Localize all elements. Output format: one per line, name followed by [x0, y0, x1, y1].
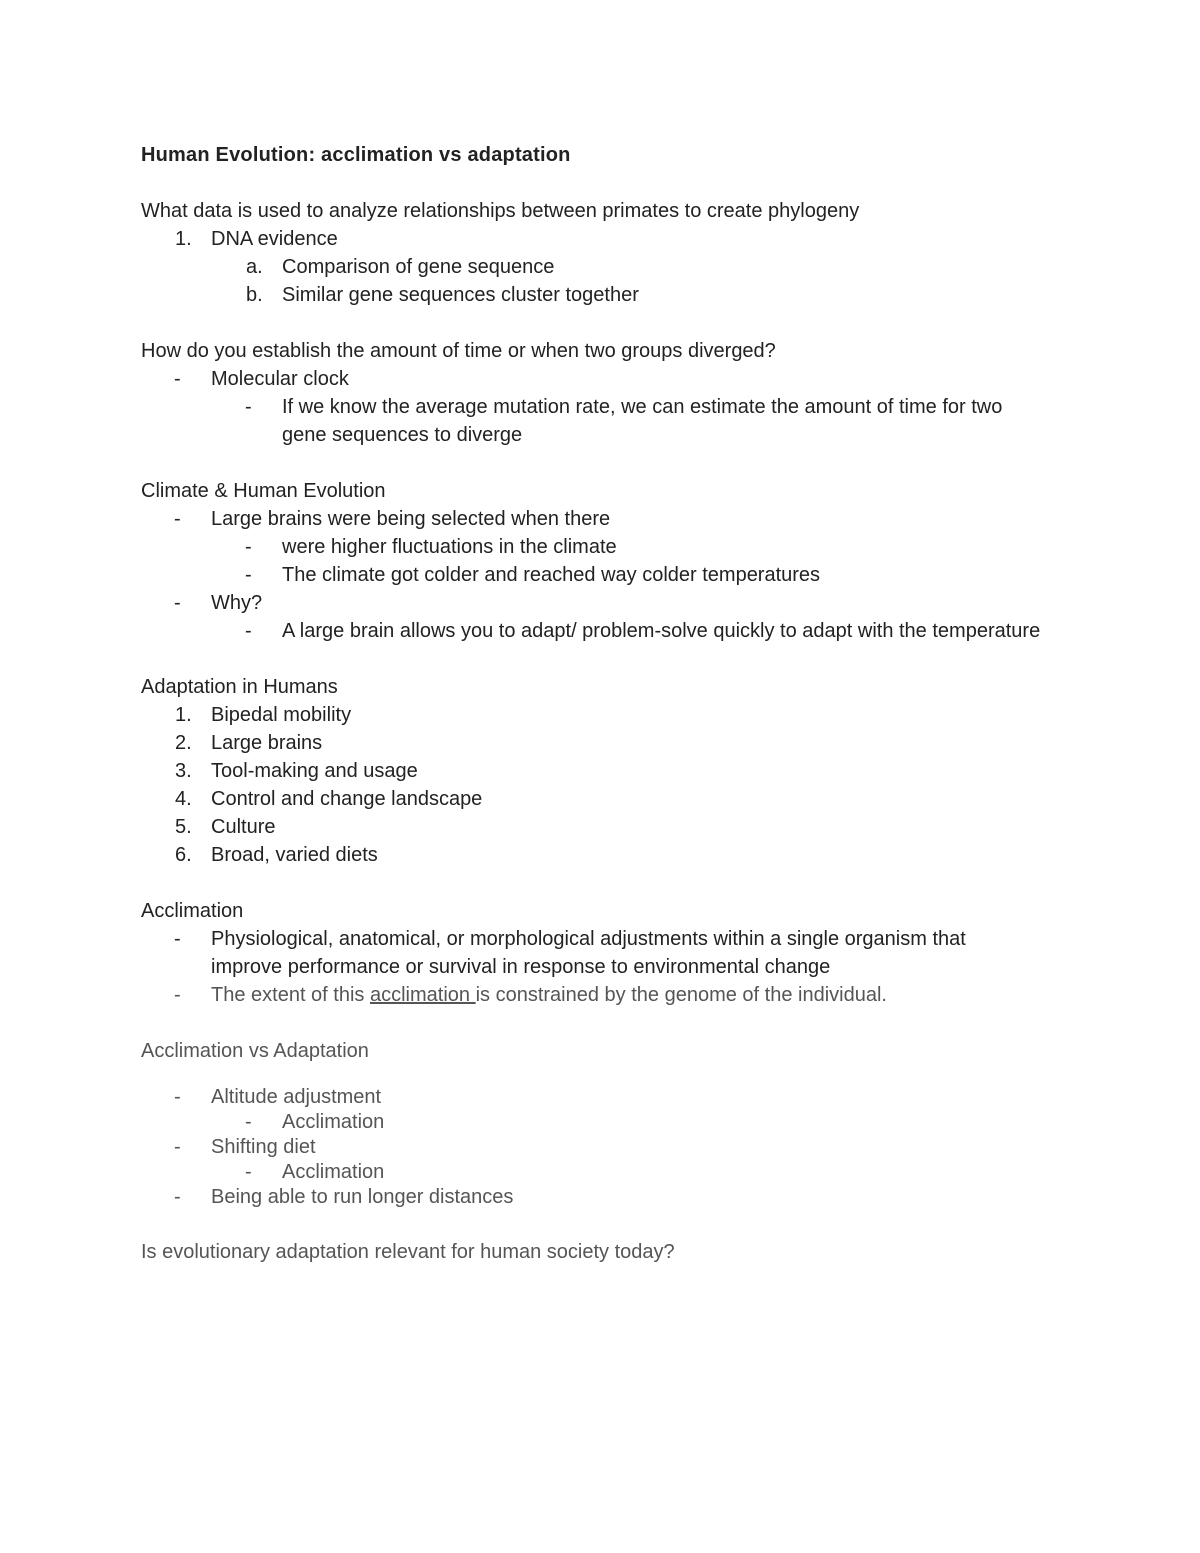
list-item: [141, 533, 1041, 561]
list-item: [141, 785, 1041, 813]
list-item-text: Similar gene sequences cluster together: [282, 284, 639, 306]
list-item-text: Being able to run longer distances: [211, 1186, 514, 1208]
list-item-text: The extent of this acclimation is constrained by the genome of the individual.: [211, 984, 887, 1006]
list-marker: 5.: [175, 816, 192, 838]
list-item: [141, 925, 1041, 981]
list-marker: -: [174, 368, 181, 390]
section-heading: What data is used to analyze relationships between primates to create phylogeny: [141, 200, 860, 222]
list-item: [141, 281, 1041, 309]
list-item: [141, 981, 1041, 1009]
list-item-text: The climate got colder and reached way colder temperatures: [282, 564, 821, 586]
list-marker: -: [174, 1136, 181, 1158]
list-item: [141, 1085, 1041, 1110]
list-marker: -: [245, 536, 252, 558]
list-marker: 1.: [175, 228, 192, 250]
list-item: [141, 505, 1041, 533]
list-item-text: Altitude adjustment: [211, 1086, 382, 1108]
list-item-text: were higher fluctuations in the climate: [282, 536, 617, 558]
list-marker: -: [245, 1111, 252, 1133]
list-item: [141, 617, 1041, 645]
list-item: [141, 1110, 1041, 1135]
list-item: [141, 365, 1041, 393]
list-item: [141, 1135, 1041, 1160]
list-marker: -: [174, 928, 181, 950]
list-item: [141, 589, 1041, 617]
document-title: Human Evolution: acclimation vs adaptation: [141, 144, 571, 166]
list-item: [141, 1160, 1041, 1185]
list-marker: 2.: [175, 732, 192, 754]
section-heading: Adaptation in Humans: [141, 676, 338, 698]
list-item: [141, 393, 1041, 449]
list-item-text: If we know the average mutation rate, we can estimate the amount of time for two gene sequences to diverge: [282, 396, 1003, 446]
list-item: [141, 701, 1041, 729]
list-item-text: Molecular clock: [211, 368, 349, 390]
list-item-text: Broad, varied diets: [211, 844, 378, 866]
list-marker: a.: [246, 256, 263, 278]
list-marker: 3.: [175, 760, 192, 782]
list-item-text: Physiological, anatomical, or morphological adjustments within a single organism that improve performance or survival in response to environmental change: [211, 928, 966, 978]
list-item: [141, 813, 1041, 841]
list-marker: b.: [246, 284, 263, 306]
list-item-text: Acclimation: [282, 1111, 385, 1133]
list-marker: -: [174, 1086, 181, 1108]
list-item-text: Why?: [211, 592, 263, 614]
list-item: [141, 729, 1041, 757]
section-climate: [141, 477, 1041, 645]
list-marker: 6.: [175, 844, 192, 866]
section-adaptation-in-humans: [141, 673, 1041, 869]
list-item: [141, 561, 1041, 589]
section-heading: Acclimation vs Adaptation: [141, 1040, 369, 1062]
list-marker: -: [174, 1186, 181, 1208]
list-item: [141, 225, 1041, 253]
acclimation-link[interactable]: acclimation: [369, 984, 476, 1006]
list-item-text: Shifting diet: [211, 1136, 316, 1158]
list-marker: -: [245, 564, 252, 586]
list-marker: -: [174, 592, 181, 614]
list-item-text: Bipedal mobility: [211, 704, 352, 726]
list-item: [141, 253, 1041, 281]
list-item-text: Large brains: [211, 732, 323, 754]
section-acclimation: [141, 897, 1041, 1009]
closing-question: Is evolutionary adaptation relevant for human society today?: [141, 1241, 675, 1263]
list-marker: -: [245, 1161, 252, 1183]
list-item-text: Comparison of gene sequence: [282, 256, 555, 278]
list-marker: 4.: [175, 788, 192, 810]
list-item-text: DNA evidence: [211, 228, 338, 250]
list-item: [141, 841, 1041, 869]
section-divergence-time: [141, 337, 1041, 449]
section-heading: Acclimation: [141, 900, 244, 922]
list-marker: -: [245, 620, 252, 642]
list-item: [141, 1185, 1041, 1210]
section-acclimation-vs-adaptation: [141, 1037, 1041, 1210]
list-item-text: Culture: [211, 816, 276, 838]
list-item-text: Tool-making and usage: [211, 760, 418, 782]
section-heading: How do you establish the amount of time or when two groups diverged?: [141, 340, 776, 362]
list-marker: -: [174, 508, 181, 530]
document-body: [141, 141, 1041, 1266]
list-marker: -: [245, 396, 252, 418]
list-item-text: Large brains were being selected when there: [211, 508, 611, 530]
list-marker: -: [174, 984, 181, 1006]
section-phylogeny-data: [141, 197, 1041, 309]
list-item-text: Control and change landscape: [211, 788, 483, 810]
list-item-text: Acclimation: [282, 1161, 385, 1183]
list-item-text: A large brain allows you to adapt/ problem-solve quickly to adapt with the temperature: [282, 620, 1041, 642]
list-marker: 1.: [175, 704, 192, 726]
section-heading: Climate & Human Evolution: [141, 480, 386, 502]
list-item: [141, 757, 1041, 785]
